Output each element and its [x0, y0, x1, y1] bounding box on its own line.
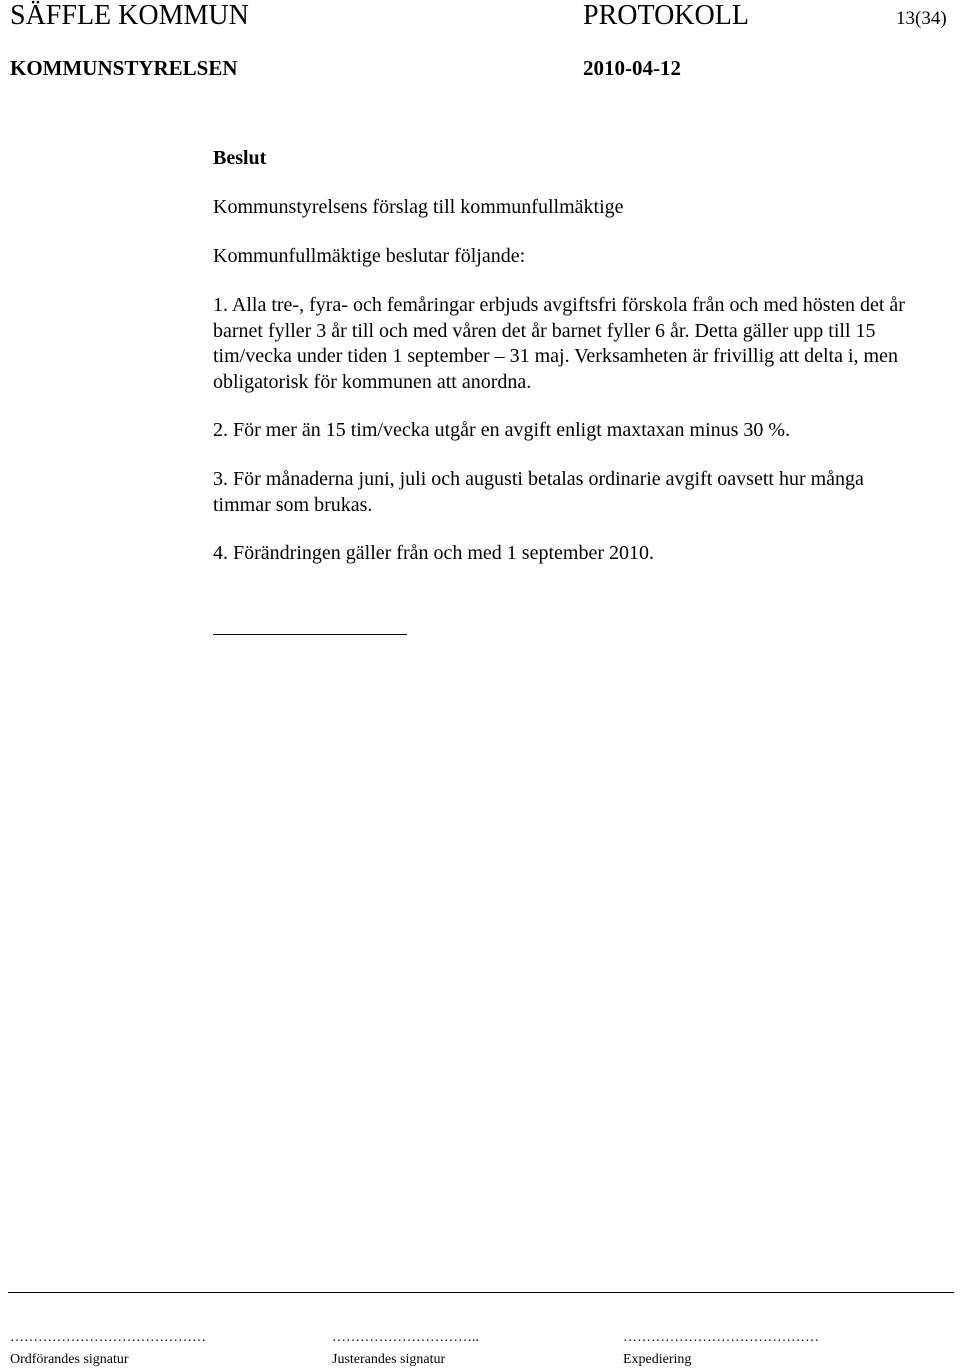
text-line: 1. Alla tre-, fyra- och femåringar erbjuds avgiftsfri förskola från och med hösten det år [213, 294, 905, 316]
text-line: timmar som brukas. [213, 493, 373, 516]
text-line: 2. För mer än 15 tim/vecka utgår en avgift enligt maxtaxan minus 30 %. [213, 419, 791, 441]
chairman-signature-line: …………………………………… [10, 1330, 206, 1345]
meeting-date: 2010-04-12 [583, 56, 681, 80]
organization-name: SÄFFLE KOMMUN [10, 0, 249, 31]
text-line: 4. Förändringen gäller från och med 1 september 2010. [213, 542, 654, 564]
text-line: tim/vecka under tiden 1 september – 31 maj. Verksamheten är frivillig att delta i, men [213, 345, 898, 367]
section-heading: Beslut [213, 147, 267, 169]
text-line: obligatorisk för kommunen att anordna. [213, 370, 532, 393]
decision-intro: Kommunfullmäktige beslutar följande: [213, 245, 526, 267]
decision-item-1 [213, 293, 958, 395]
text-line: barnet fyller 3 år till och med våren det år barnet fyller 6 år. Detta gäller upp till 15 [213, 319, 876, 342]
board-name: KOMMUNSTYRELSEN [10, 56, 238, 80]
section-end-rule [213, 634, 407, 635]
decision-item-3 [213, 467, 958, 518]
proposal-line: Kommunstyrelsens förslag till kommunfullmäktige [213, 196, 624, 218]
text-line: 3. För månaderna juni, juli och augusti betalas ordinarie avgift oavsett hur många [213, 468, 864, 490]
page-number: 13(34) [896, 8, 947, 29]
adjuster-signature-label: Justerandes signatur [332, 1352, 446, 1367]
decision-item-4 [213, 541, 958, 567]
dispatch-signature-label: Expediering [623, 1352, 692, 1367]
adjuster-signature-line: ………………………….. [332, 1330, 479, 1345]
chairman-signature-label: Ordförandes signatur [10, 1352, 129, 1367]
document-type: PROTOKOLL [583, 0, 749, 31]
footer-divider [8, 1292, 954, 1293]
dispatch-signature-line: …………………………………… [623, 1330, 819, 1345]
decision-item-2 [213, 418, 958, 444]
